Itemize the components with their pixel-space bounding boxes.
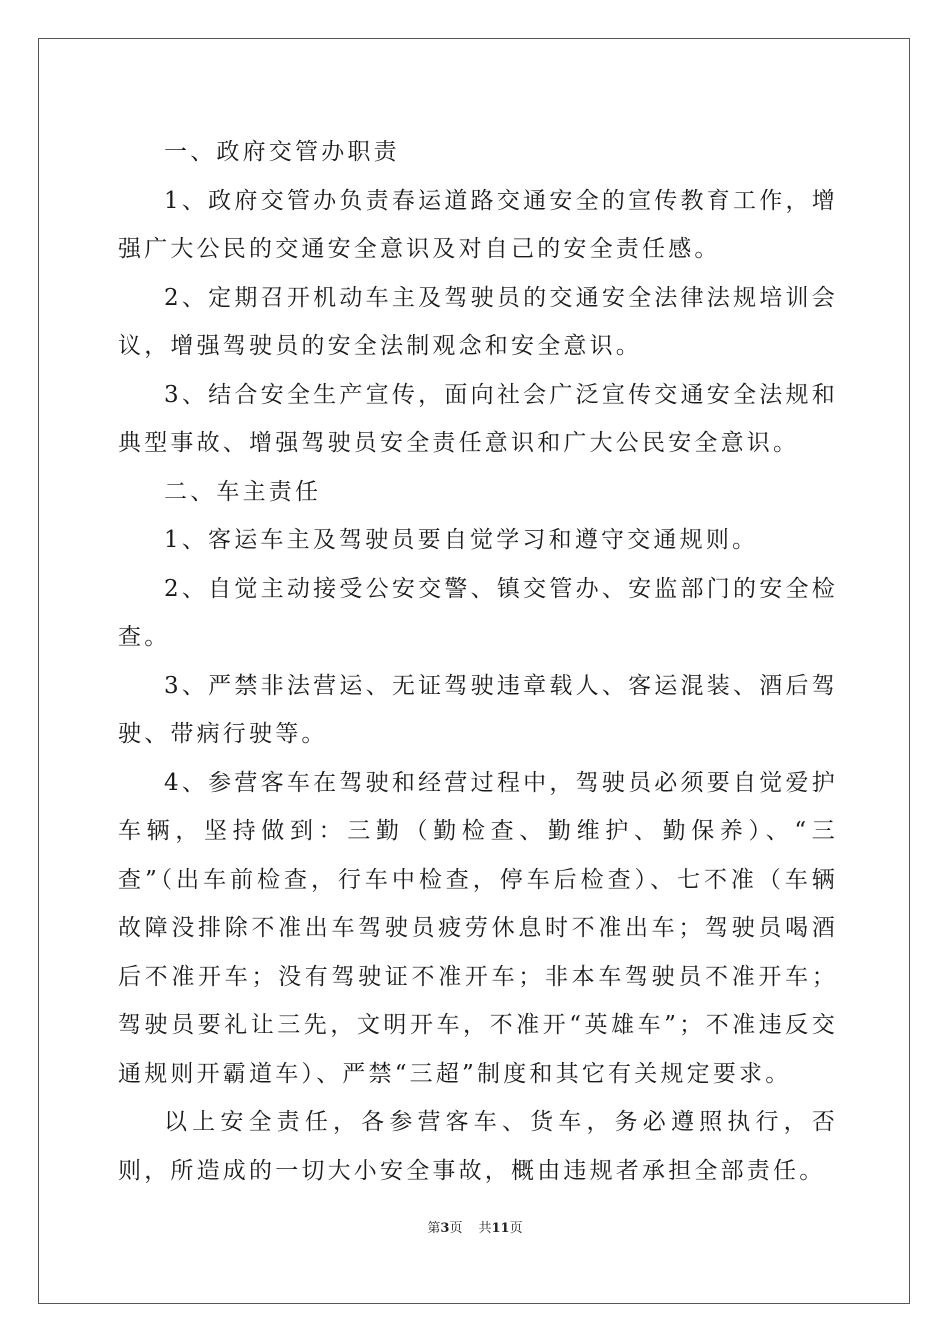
paragraph: 以上安全责任，各参营客车、货车，务必遵照执行，否则，所造成的一切大小安全事故，概由违规者承担全部责任。	[118, 1109, 838, 1184]
page-prefix: 第	[427, 1221, 441, 1236]
section-heading: 一、政府交管办职责	[164, 139, 400, 165]
page-footer	[0, 1217, 950, 1236]
paragraph: 1、政府交管办负责春运道路交通安全的宣传教育工作，增强广大公民的交通安全意识及对自己的安全责任感。	[118, 187, 838, 262]
section-heading: 二、车主责任	[164, 478, 322, 505]
paragraph: 4、参营客车在驾驶和经营过程中，驾驶员必须要自觉爱护车辆，坚持做到：三勤（勤检查、勤维护、勤保养）、“三查”（出车前检查，行车中检查，停车后检查）、七不准（车辆故障没排除不准出车驾驶员疲劳休息时不准出车；驾驶员喝酒后不准开车；没有驾驶证不准开车；非本车驾驶员不准开车；驾驶员要礼让三先，文明开车，不准开“英雄车”；不准违反交通规则开霸道车）、严禁“三超”制度和其它有关规定要求。	[118, 769, 838, 1087]
page-suffix: 页	[449, 1221, 463, 1236]
total-pages: 11	[491, 1221, 510, 1236]
total-suffix: 页	[509, 1221, 523, 1236]
paragraph: 2、自觉主动接受公安交警、镇交管办、安监部门的安全检查。	[118, 575, 838, 650]
paragraph: 1、客运车主及驾驶员要自觉学习和遵守交通规则。	[164, 527, 759, 553]
page-number: 3	[440, 1221, 450, 1236]
paragraph: 2、定期召开机动车主及驾驶员的交通安全法律法规培训会议，增强驾驶员的安全法制观念和安全意识。	[118, 284, 838, 359]
paragraph: 3、严禁非法营运、无证驾驶违章载人、客运混装、酒后驾驶、带病行驶等。	[118, 672, 838, 747]
paragraph: 3、结合安全生产宣传，面向社会广泛宣传交通安全法规和典型事故、增强驾驶员安全责任意识和广大公民安全意识。	[118, 381, 838, 456]
document-body	[118, 128, 838, 1195]
total-prefix: 共	[478, 1221, 492, 1236]
